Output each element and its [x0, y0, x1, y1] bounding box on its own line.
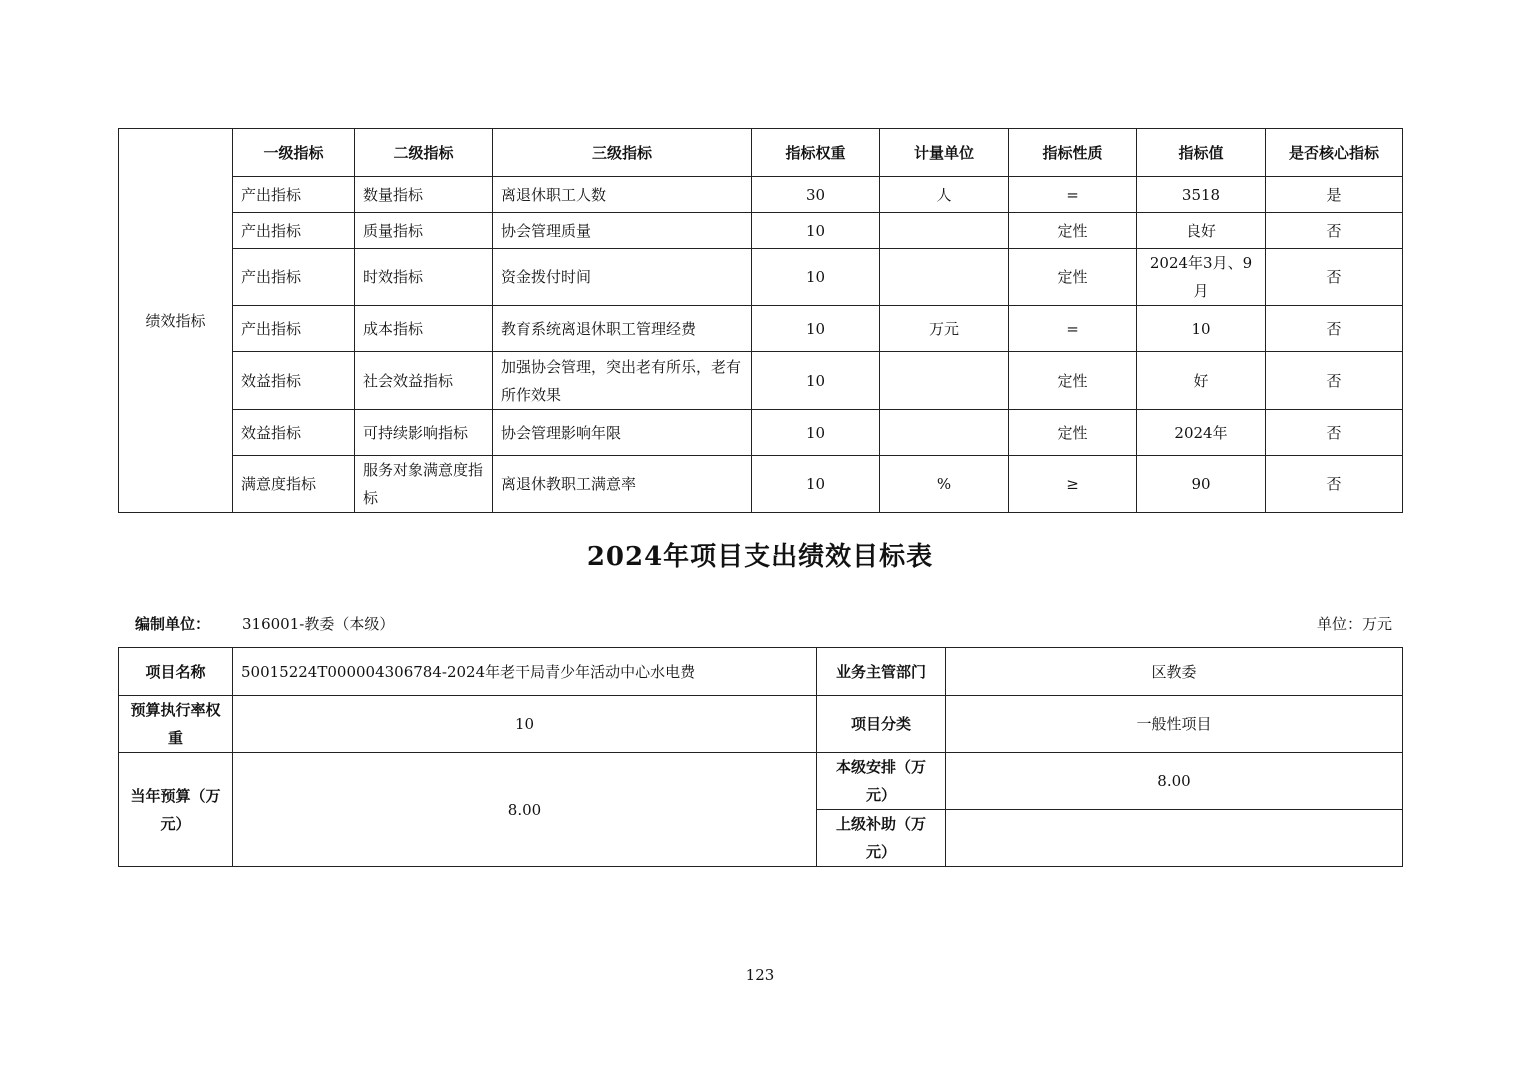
cell-nature: 定性 — [1009, 410, 1137, 456]
cell-weight: 30 — [752, 177, 880, 213]
table-header-row — [119, 129, 1403, 177]
project-name-label: 项目名称 — [119, 648, 233, 696]
upper-label: 上级补助（万元） — [817, 810, 946, 867]
cell-weight: 10 — [752, 306, 880, 352]
cell-level2: 可持续影响指标 — [355, 410, 493, 456]
cell-value: 2024年3月、9月 — [1137, 249, 1266, 306]
cell-nature: ≥ — [1009, 456, 1137, 513]
cell-level2: 时效指标 — [355, 249, 493, 306]
cell-core: 否 — [1266, 306, 1403, 352]
cell-level1: 满意度指标 — [233, 456, 355, 513]
cell-level3: 教育系统离退休职工管理经费 — [493, 306, 752, 352]
cell-level3: 离退休职工人数 — [493, 177, 752, 213]
table-row — [119, 352, 1403, 410]
cell-unit: 万元 — [880, 306, 1009, 352]
cell-level1: 产出指标 — [233, 213, 355, 249]
cell-level1: 产出指标 — [233, 177, 355, 213]
cell-value: 良好 — [1137, 213, 1266, 249]
cell-level2: 社会效益指标 — [355, 352, 493, 410]
table-row — [119, 696, 1403, 753]
cell-value: 好 — [1137, 352, 1266, 410]
cell-level3: 协会管理影响年限 — [493, 410, 752, 456]
cell-level1: 效益指标 — [233, 410, 355, 456]
cell-level2: 数量指标 — [355, 177, 493, 213]
cell-nature: 定性 — [1009, 249, 1137, 306]
dept-label: 业务主管部门 — [817, 648, 946, 696]
cell-unit — [880, 213, 1009, 249]
cell-weight: 10 — [752, 410, 880, 456]
local-label: 本级安排（万元） — [817, 753, 946, 810]
cell-level1: 效益指标 — [233, 352, 355, 410]
cell-level2: 成本指标 — [355, 306, 493, 352]
category-value: 一般性项目 — [946, 696, 1403, 753]
header-weight: 指标权重 — [752, 129, 880, 177]
header-nature: 指标性质 — [1009, 129, 1137, 177]
cell-core: 否 — [1266, 249, 1403, 306]
table-row — [119, 249, 1403, 306]
cell-core: 否 — [1266, 352, 1403, 410]
header-level3: 三级指标 — [493, 129, 752, 177]
header-level2: 二级指标 — [355, 129, 493, 177]
group-label: 绩效指标 — [119, 129, 233, 513]
table-row — [119, 410, 1403, 456]
cell-level1: 产出指标 — [233, 249, 355, 306]
cell-level3: 协会管理质量 — [493, 213, 752, 249]
table-row — [119, 213, 1403, 249]
project-info-table — [118, 647, 1403, 867]
document-title: 2024年项目支出绩效目标表 — [586, 542, 934, 572]
cell-level3: 离退休教职工满意率 — [493, 456, 752, 513]
cell-unit: % — [880, 456, 1009, 513]
cell-value: 3518 — [1137, 177, 1266, 213]
page-number: 123 — [745, 966, 775, 984]
org-label: 编制单位： — [135, 615, 211, 633]
category-label: 项目分类 — [817, 696, 946, 753]
table-row — [119, 753, 1403, 810]
exec-rate-label: 预算执行率权重 — [119, 696, 233, 753]
dept-value: 区教委 — [946, 648, 1403, 696]
cell-value: 90 — [1137, 456, 1266, 513]
cell-nature: = — [1009, 306, 1137, 352]
cell-unit — [880, 410, 1009, 456]
cell-nature: = — [1009, 177, 1137, 213]
budget-label: 当年预算（万元） — [119, 753, 233, 867]
cell-nature: 定性 — [1009, 352, 1137, 410]
table-row — [119, 177, 1403, 213]
cell-unit: 人 — [880, 177, 1009, 213]
exec-rate-value: 10 — [233, 696, 817, 753]
budget-value: 8.00 — [233, 753, 817, 867]
header-level1: 一级指标 — [233, 129, 355, 177]
header-unit: 计量单位 — [880, 129, 1009, 177]
performance-indicator-table — [118, 128, 1403, 513]
upper-value — [946, 810, 1403, 867]
table-row — [119, 456, 1403, 513]
cell-core: 否 — [1266, 456, 1403, 513]
cell-unit — [880, 249, 1009, 306]
cell-weight: 10 — [752, 456, 880, 513]
cell-level3: 加强协会管理，突出老有所乐，老有所作效果 — [493, 352, 752, 410]
local-value: 8.00 — [946, 753, 1403, 810]
cell-weight: 10 — [752, 249, 880, 306]
header-core: 是否核心指标 — [1266, 129, 1403, 177]
org-value: 316001-教委（本级） — [242, 615, 395, 633]
cell-level3: 资金拨付时间 — [493, 249, 752, 306]
table-row — [119, 306, 1403, 352]
cell-weight: 10 — [752, 213, 880, 249]
cell-core: 否 — [1266, 213, 1403, 249]
project-name-value: 50015224T000004306784-2024年老干局青少年活动中心水电费 — [233, 648, 817, 696]
cell-core: 是 — [1266, 177, 1403, 213]
header-value: 指标值 — [1137, 129, 1266, 177]
unit-label: 单位：万元 — [1316, 615, 1392, 633]
cell-value: 2024年 — [1137, 410, 1266, 456]
cell-level2: 服务对象满意度指标 — [355, 456, 493, 513]
table-row — [119, 648, 1403, 696]
cell-unit — [880, 352, 1009, 410]
cell-weight: 10 — [752, 352, 880, 410]
cell-level2: 质量指标 — [355, 213, 493, 249]
cell-nature: 定性 — [1009, 213, 1137, 249]
cell-value: 10 — [1137, 306, 1266, 352]
cell-level1: 产出指标 — [233, 306, 355, 352]
cell-core: 否 — [1266, 410, 1403, 456]
